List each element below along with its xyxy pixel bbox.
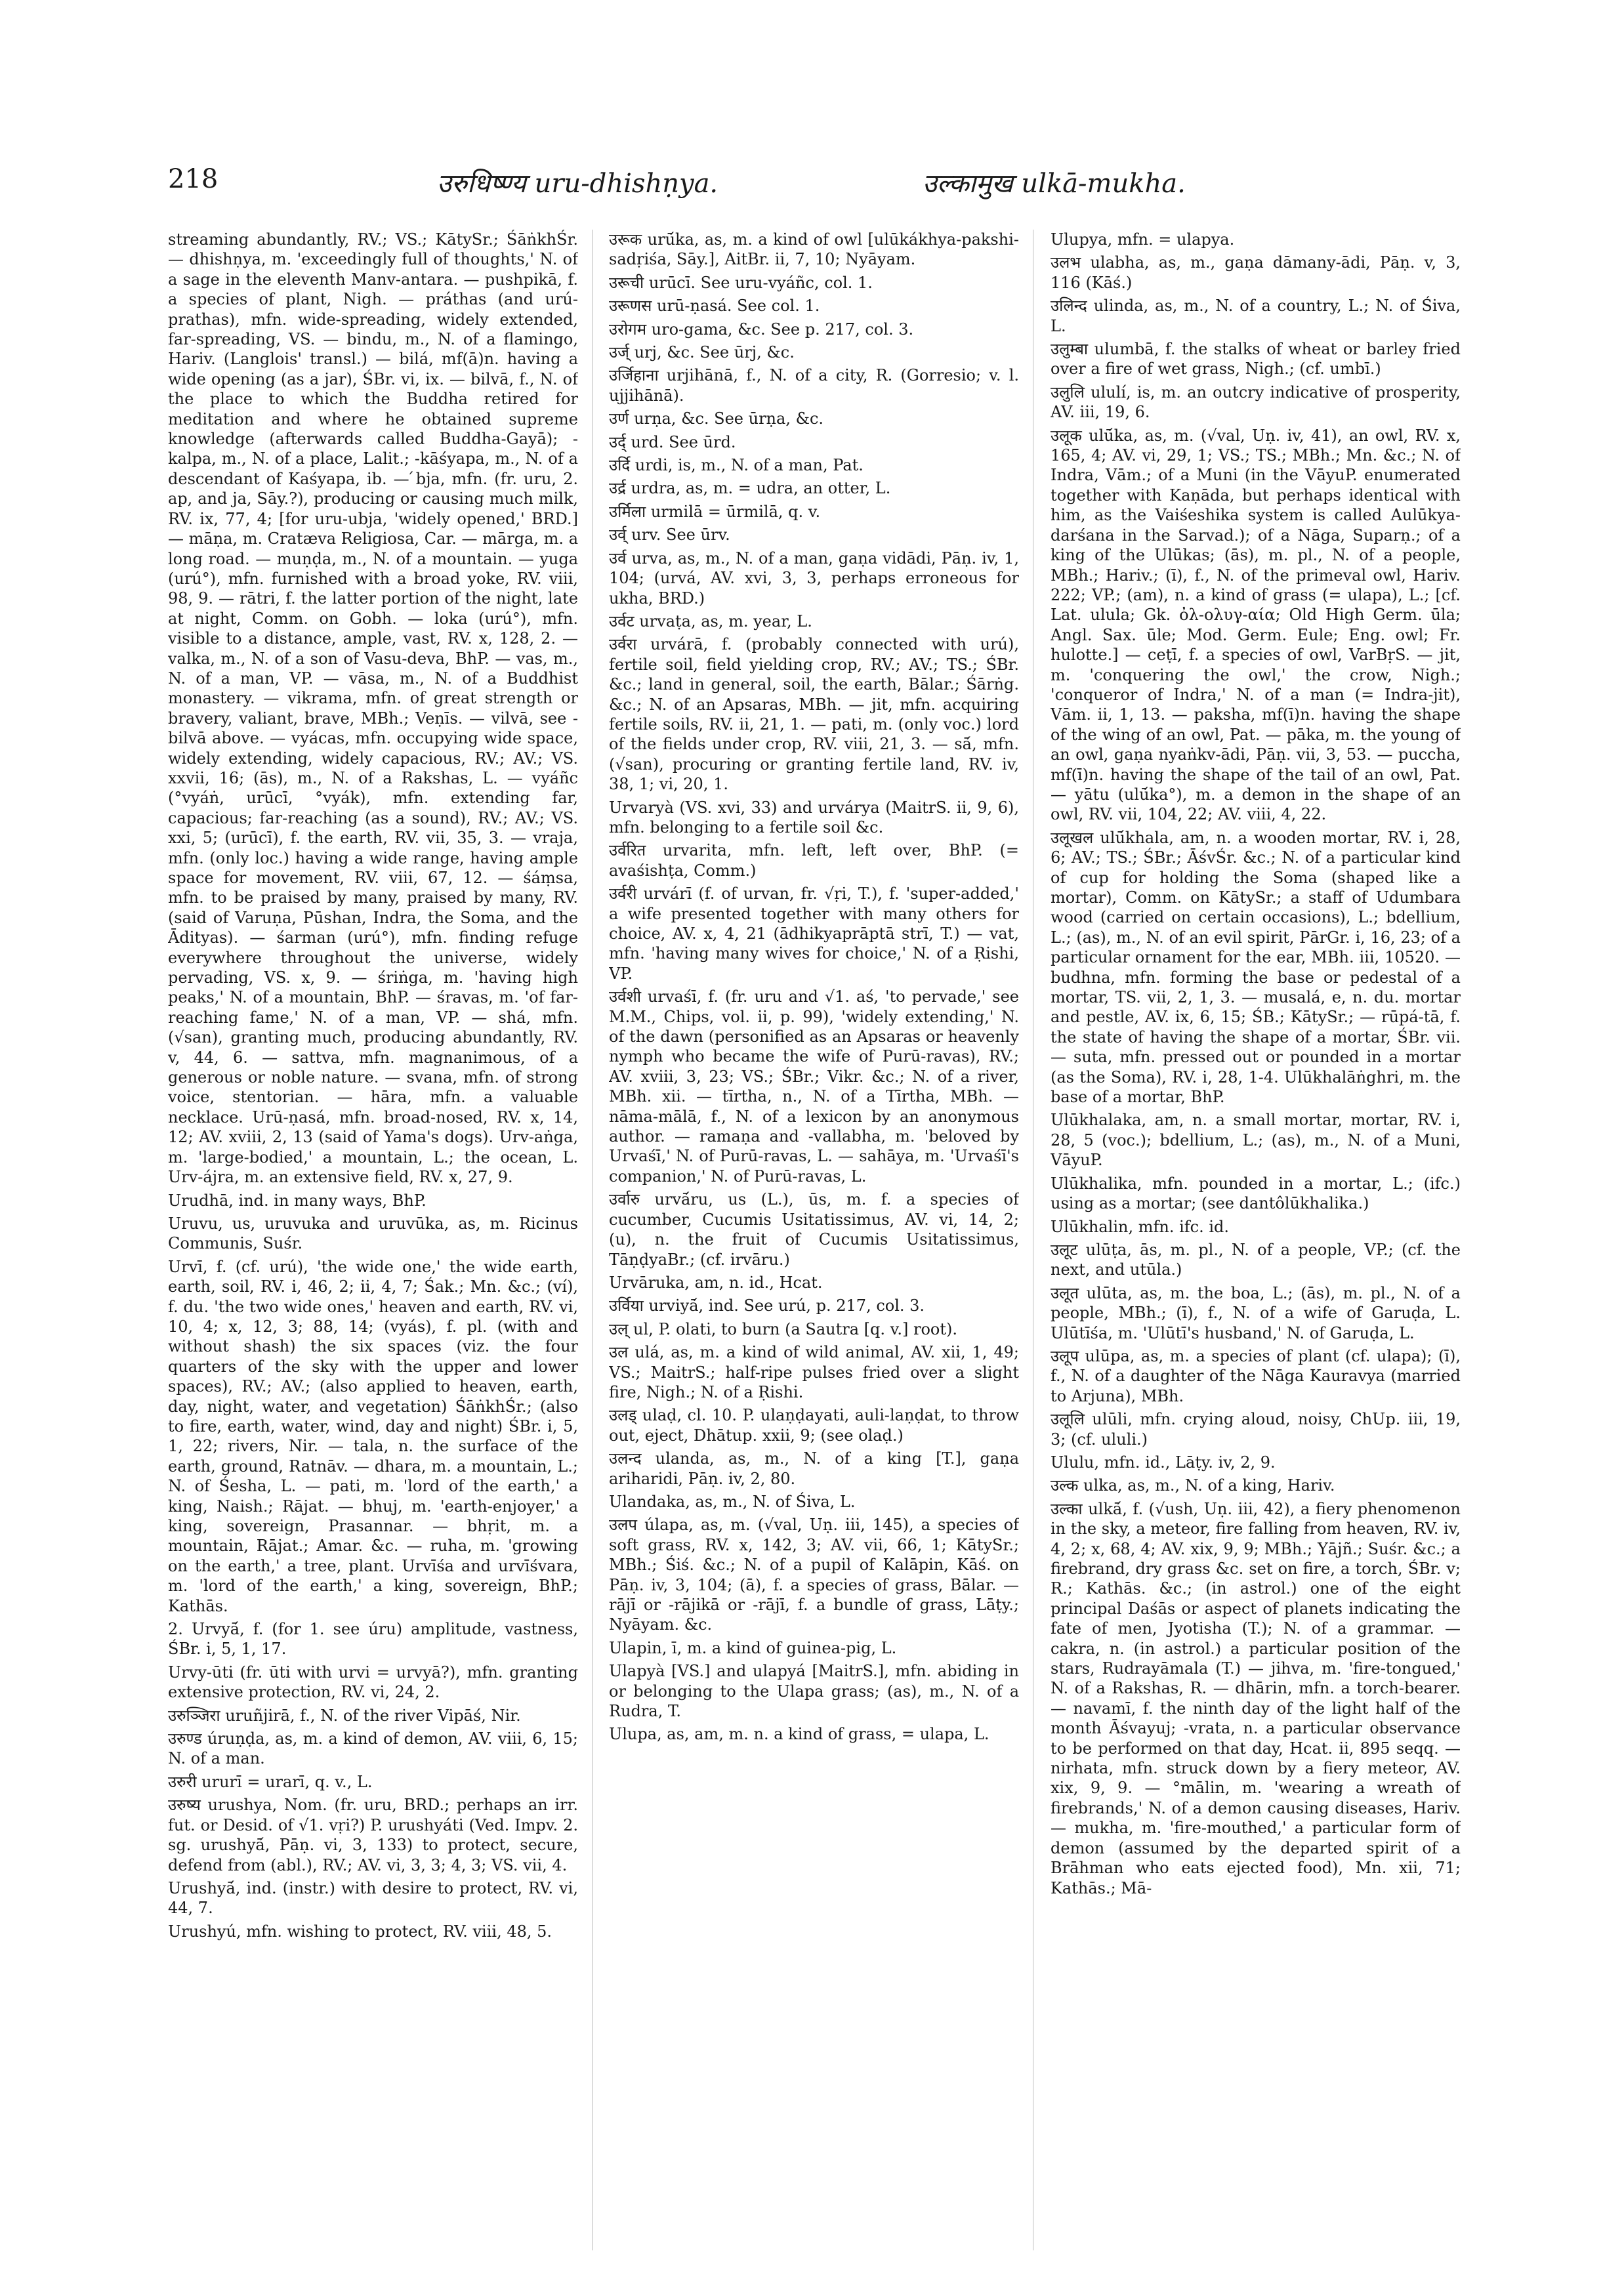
- dictionary-entry: उरूची urūcī. See uru-vyáñc, col. 1.: [609, 273, 873, 292]
- dictionary-entry: उर्वशी urvaśī, f. (fr. uru and √1. aś, 'to pervade,' see M.M., Chips, vol. ii, p. 99), 'widely extending,' N. of the dawn (personified as an Apsaras or heavenly nymph who became the wife of Purū-ravas), RV.; AV. xviii, 3, 23; VS.; ŚBr.; Vikr. &c.; N. of a river, MBh. xii. — tīrtha, n., N. of a Tīrtha, MBh. — nāma-mālā, f., N. of a lexicon by an anonymous author. — ramaṇa and -vallabha, m. 'beloved by Urvaśī,' N. of Purū-ravas, L. — sahāya, m. 'Urvaśī's companion,' N. of Purū-ravas, L.: [609, 987, 1019, 1186]
- dictionary-entry: उल्क ulka, as, m., N. of a king, Hariv.: [1051, 1476, 1335, 1495]
- dictionary-entry: उर्वट urvaṭa, as, m. year, L.: [609, 611, 812, 631]
- dictionary-entry: उर्वरी urvárī (f. of urvan, fr. √ṛi, T.), f. 'super-added,' a wife presented together with many others for choice, AV. x, 4, 21 (ādhikyaprāptā strī, T.) — vat, mfn. 'having many wives for choice,' N. of a Ṛishi, VP.: [609, 884, 1019, 983]
- dictionary-entry: उर्जिहाना urjihānā, f., N. of a city, R. (Gorresio; v. l. ujjihānā).: [609, 366, 1019, 405]
- dictionary-entry: Ululu, mfn. id., Lāṭy. iv, 2, 9.: [1051, 1453, 1276, 1472]
- dictionary-entry: Ulūkhalika, mfn. pounded in a mortar, L.; (ifc.) using as a mortar; (see dantôlūkhalika.): [1051, 1174, 1461, 1213]
- dictionary-entry: Ulūkhalin, mfn. ifc. id.: [1051, 1217, 1230, 1236]
- dictionary-entry: उलूत ulūta, as, m. the boa, L.; (ās), m. pl., N. of a people, MBh.; (ī), f., N. of a wife of Garuḍa, L. Ulūtīśa, m. 'Ulūtī's husband,' N. of Garuḍa, L.: [1051, 1283, 1461, 1342]
- dictionary-entry: उर्व urva, as, m., N. of a man, gaṇa vidādi, Pāṇ. iv, 1, 104; (urvá, AV. xvi, 3, 3, perhaps erroneous for ukha, BRD.): [609, 548, 1019, 608]
- dictionary-entry: उर्वारु urvā́ru, us (L.), ūs, m. f. a species of cucumber, Cucumis Usitatissimus, AV. vi, 14, 2; (u), n. the fruit of Cucumis Usitatissimus, TāṇḍyaBr.; (cf. irvāru.): [609, 1190, 1019, 1269]
- dictionary-entry: Urushyú, mfn. wishing to protect, RV. viii, 48, 5.: [168, 1922, 552, 1941]
- dictionary-entry: उरूक urū́ka, as, m. a kind of owl [ulūkákhya-pakshi-sadṛiśa, Sāy.], AitBr. ii, 7, 10; Nyāyam.: [609, 230, 1019, 269]
- dictionary-entry: उरुरी ururī = urarī, q. v., L.: [168, 1772, 373, 1791]
- dictionary-entry: Ulapin, ī, m. a kind of guinea-pig, L.: [609, 1638, 897, 1657]
- dictionary-entry: उल ulá, as, m. a kind of wild animal, AV. xii, 1, 49; VS.; MaitrS.; half-ripe pulses fried over a slight fire, Nigh.; N. of a Ṛishi.: [609, 1343, 1019, 1401]
- dictionary-entry: Urvī, f. (cf. urú), 'the wide one,' the wide earth, earth, soil, RV. i, 46, 2; ii, 4, 7; Śak.; Mn. &c.; (ví), f. du. 'the two wide ones,' heaven and earth, RV. vi, 10, 4; x, 12, 3; 88, 14; (vyás), f. pl. (with and without shash) the six spaces (viz. the four quarters of the sky with the upper and lower spaces), RV.; AV.; (also applied to heaven, earth, day, night, water, and vegetation) ŚāṅkhŚr.; (also to fire, earth, water, wind, day and night) ŚBr. i, 5, 1, 22; rivers, Nir. — tala, n. the surface of the earth, ground, Ratnāv. — dhara, m. a mountain, L.; N. of Śesha, L. — pati, m. 'lord of the earth,' a king, Naish.; Rājat. — bhuj, m. 'earth-enjoyer,' a king, sovereign, Prasannar. — bhṛit, m. a mountain, Rājat.; Amar. &c. — ruha, m. 'growing on the earth,' a tree, plant. Urvīśa and urvīśvara, m. 'lord of the earth,' a king, sovereign, BhP.; Kathās.: [168, 1257, 578, 1615]
- dictionary-entry: Ulūkhalaka, am, n. a small mortar, mortar, RV. i, 28, 5 (voc.); bdellium, L.; (as), m., N. of a Muni, VāyuP.: [1051, 1111, 1461, 1170]
- dictionary-entry: उरोगम uro-gama, &c. See p. 217, col. 3.: [609, 320, 914, 339]
- dictionary-entry: Ulandaka, as, m., N. of Śiva, L.: [609, 1492, 856, 1511]
- dictionary-entry: उरुण्ड úruṇḍa, as, m. a kind of demon, AV. viii, 6, 15; N. of a man.: [168, 1729, 578, 1768]
- dictionary-entry: उलड् ulaḍ, cl. 10. P. ulaṇḍayati, auli-laṇḍat, to throw out, eject, Dhātup. xxii, 9; (see olaḍ.): [609, 1406, 1019, 1445]
- dictionary-entry: Urvāruka, am, n. id., Hcat.: [609, 1273, 823, 1292]
- dictionary-entry: उरुष्य urushya, Nom. (fr. uru, BRD.; perhaps an irr. fut. or Desid. of √1. vṛi?) P. urushyáti (Ved. Impv. 2. sg. urushyā́, Pāṇ. vi, 3, 133) to protect, secure, defend from (abl.), RV.; AV. vi, 3, 3; 4, 3; VS. vii, 4.: [168, 1796, 578, 1874]
- dictionary-entry: उर्मिला urmilā = ūrmilā, q. v.: [609, 502, 821, 521]
- dictionary-entry: उर्वरा urvárā, f. (probably connected with urú), fertile soil, field yielding crop, RV.; AV.; TS.; ŚBr. &c.; land in general, soil, the earth, Bālar.; Śārṅg. &c.; N. of an Apsaras, MBh. — jit, mfn. acquiring fertile soils, RV. ii, 21, 1. — pati, m. (only voc.) lord of the fields under crop, RV. viii, 21, 3. — sā́, mfn. (√san), procuring or granting fertile land, RV. iv, 38, 1; vi, 20, 1.: [609, 635, 1019, 794]
- dictionary-entry: उलिन्द ulinda, as, m., N. of a country, L.; N. of Śiva, L.: [1051, 297, 1461, 335]
- dictionary-entry: Uruvu, us, uruvuka and uruvūka, as, m. Ricinus Communis, Suśr.: [168, 1214, 578, 1253]
- dictionary-entry: उर्दि urdi, is, m., N. of a man, Pat.: [609, 456, 864, 475]
- dictionary-entry: streaming abundantly, RV.; VS.; KātySr.; ŚāṅkhŚr. — dhishṇya, m. 'exceedingly full of thoughts,' N. of a sage in the eleventh Manv-antara. — pushpikā, f. a species of plant, Nigh. — práthas (and urú-prathas), mfn. wide-spreading, widely extended, far-spreading, VS. — bindu, m., N. of a flamingo, Hariv. (Langlois' transl.) — bilá, mf(ā)n. having a wide opening (as a jar), ŚBr. vi, ix. — bilvā, f., N. of the place to which the Buddha retired for meditation and where he obtained supreme knowledge (afterwards called Buddha-Gayā); -kalpa, m., N. of a place, Lalit.; -kāśyapa, m., N. of a descendant of Kaśyapa, ib. — ́bja, mfn. (fr. uru, 2. ap, and ja, Sāy.?), producing or causing much milk, RV. ix, 77, 4; [for uru-ubja, 'widely opened,' BRD.] — māṇa, m. Cratæva Religiosa, Car. — mārga, m. a long road. — muṇḍa, m., N. of a mountain. — yuga (urú°), mfn. furnished with a broad yoke, RV. viii, 98, 9. — rātri, f. the latter portion of the night, late at night, Comm. on Gobh. — loka (urú°), mfn. visible to a distance, ample, vast, RV. x, 128, 2. — valka, m., N. of a son of Vasu-deva, BhP. — vas, m., N. of a man, VP. — vāsa, m., N. of a Buddhist monastery. — vikrama, mfn. of great strength or bravery, valiant, brave, MBh.; Veṇīs. — vilvā, see -bilvā above. — vyácas, mfn. occupying wide space, widely extending, widely capacious, RV.; AV.; VS. xxvii, 16; (ās), m., N. of a Rakshas, L. — vyáñc (°vyáṅ, urūcī, °vyák), mfn. extending far, capacious; far-reaching (as a sound), RV.; AV.; VS. xxi, 5; (urūcī), f. the earth, RV. vii, 35, 3. — vraja, mfn. (only loc.) having a wide range, having ample space for movement, RV. viii, 67, 12. — śáṃsa, mfn. to be praised by many, praised by many, RV. (said of Varuṇa, Pūshan, Indra, the Soma, and the Ādityas). — śarman (urú°), mfn. finding refuge everywhere throughout the universe, widely pervading, VS. x, 9. — śriṅga, m. 'having high peaks,' N. of a mountain, BhP. — śravas, m. 'of far-reaching fame,' N. of a man, VP. — shá, mfn. (√san), granting much, producing abundantly, RV. v, 44, 6. — sattva, mfn. magnanimous, of a generous or noble nature. — svana, mfn. of strong voice, stentorian. — hāra, mfn. a valuable necklace. Urū-ṇasá, mfn. broad-nosed, RV. x, 14, 12; AV. xviii, 2, 13 (said of Yama's dogs). Urv-aṅga, m. 'large-bodied,' a mountain, L.; the ocean, L. Urv-ájra, m. an extensive field, RV. x, 27, 9.: [168, 230, 578, 1187]
- dictionary-entry: उर्द्र urdra, as, m. = udra, an otter, L.: [609, 479, 891, 498]
- dictionary-entry: Urvy-ūti (fr. ūti with urvi = urvyā?), mfn. granting extensive protection, RV. vi, 24, 2.: [168, 1663, 578, 1702]
- dictionary-entry: उलूप ulūpa, as, m. a species of plant (cf. ulapa); (ī), f., N. of a daughter of the Nāga Kauravya (married to Arjuna), MBh.: [1051, 1346, 1461, 1405]
- dictionary-entry: उर्व् urv. See ūrv.: [609, 526, 730, 545]
- dictionary-entry: उर्ण urṇa, &c. See ūrṇa, &c.: [609, 409, 824, 428]
- dictionary-entry: उल्का ulkā́, f. (√ush, Uṇ. iii, 42), a fiery phenomenon in the sky, a meteor, fire falling from heaven, RV. iv, 4, 2; x, 68, 4; AV. xix, 9, 9; MBh.; Yājñ.; Suśr. &c.; a firebrand, dry grass &c. set on fire, a torch, ŚBr. v; R.; Kathās. &c.; (in astrol.) one of the eight principal Daśās or aspect of planets indicating the fate of men, Jyotisha (T.); N. of a grammar. — cakra, n. (in astrol.) a particular position of the stars, Rudrayāmala (T.) — jihva, m. 'fire-tongued,' N. of a Rakshas, R. — dhārin, mfn. a torch-bearer. — navamī, f. the ninth day of the light half of the month Āśvayuj; -vrata, n. a particular observance to be performed on that day, Hcat. ii, 895 seqq. — nirhata, mfn. struck down by a fiery meteor, AV. xix, 9, 9. — °mālin, m. 'wearing a wreath of firebrands,' N. of a demon causing diseases, Hariv. — mukha, m. 'fire-mouthed,' a particular form of demon (assumed by the departed spirit of a Brāhman who eats ejected food), Mn. xii, 71; Kathās.; Mā-: [1051, 1499, 1461, 1897]
- header-last-headword: उल्कामुख ulkā-mukha.: [923, 169, 1186, 199]
- dictionary-entry: उर्ज् urj, &c. See ūrj, &c.: [609, 343, 795, 362]
- dictionary-entry: उलभ ulabha, as, m., gaṇa dāmany-ādi, Pāṇ. v, 3, 116 (Kāś.): [1051, 253, 1461, 292]
- dictionary-entry: उलुलि ululí, is, m. an outcry indicative of prosperity, AV. iii, 19, 6.: [1051, 382, 1461, 422]
- dictionary-entry: उलुम्बा ulumbā, f. the stalks of wheat or barley fried over a fire of wet grass, Nigh.; (cf. umbī.): [1051, 340, 1461, 379]
- dictionary-entry: उरुञ्जिरा uruñjirā, f., N. of the river Vipāś, Nir.: [168, 1706, 521, 1725]
- dictionary-entry: उलन्द ulanda, as, m., N. of a king [T.], gaṇa ariharidi, Pāṇ. iv, 2, 80.: [609, 1449, 1019, 1488]
- column-3: [1051, 230, 1461, 2250]
- page-number: 218: [168, 164, 219, 194]
- dictionary-entry: उलप úlapa, as, m. (√val, Uṇ. iii, 145), a species of soft grass, RV. x, 142, 3; AV. vii, 66, 1; KātySr.; MBh.; Śiś. &c.; N. of a pupil of Kalāpin, Kāś. on Pāṇ. iv, 3, 104; (ā), f. a species of grass, Bālar. — rājī or -rājikā or -rājī, f. a bundle of grass, Lāṭy.; Nyāyam. &c.: [609, 1516, 1019, 1634]
- page-header: [168, 164, 1461, 206]
- column-1: [168, 230, 578, 2250]
- dictionary-entry: उलूक ulū́ka, as, m. (√val, Uṇ. iv, 41), an owl, RV. x, 165, 4; AV. vi, 29, 1; VS.; TS.; MBh.; Mn. &c.; N. of Indra, Vām.; of a Muni (in the VāyuP. enumerated together with Kaṇāda, but perhaps identical with him, as the Vaiśeshika system is called Aulūkya-darśana in the Sarvad.); of a Nāga, Suparṇ.; of a king of the Ulūkas; (ās), m. pl., N. of a people, MBh.; Hariv.; (ī), f., N. of the primeval owl, Hariv. 222; VP.; (am), n. a kind of grass (= ulapa), L.; [cf. Lat. ulula; Gk. ὀλ-ολυγ-αία; Old High Germ. ūla; Angl. Sax. ūle; Mod. Germ. Eule; Eng. owl; Fr. hulotte.] — ceṭī, f. a species of owl, VarBṛS. — jit, m. 'conquering the owl,' the crow, Nigh.; 'conqueror of Indra,' N. of a man (= Indra-jit), Vām. ii, 1, 13. — paksha, mf(ī)n. having the shape of the wing of an owl, Pat. — pāka, m. the young of an owl, gaṇa nyaṅkv-ādi, Pāṇ. vii, 3, 53. — puccha, mf(ī)n. having the shape of the tail of an owl, Pat. — yātu (ulū́ka°), m. a demon in the shape of an owl, RV. vii, 104, 22; AV. viii, 4, 22.: [1051, 426, 1461, 824]
- dictionary-entry: उलूलि ulūli, mfn. crying aloud, noisy, ChUp. iii, 19, 3; (cf. ululi.): [1051, 1410, 1461, 1449]
- dictionary-entry: Urvaryà (VS. xvi, 33) and urvárya (MaitrS. ii, 9, 6), mfn. belonging to a fertile soil &c.: [609, 798, 1019, 837]
- dictionary-entry: 2. Urvyā́, f. (for 1. see úru) amplitude, vastness, ŚBr. i, 5, 1, 17.: [168, 1620, 578, 1659]
- dictionary-entry: Urushyā́, ind. (instr.) with desire to protect, RV. vi, 44, 7.: [168, 1878, 578, 1918]
- dictionary-entry: Ulapyà [VS.] and ulapyá [MaitrS.], mfn. abiding in or belonging to the Ulapa grass; (as), m., N. of a Rudra, T.: [609, 1662, 1019, 1721]
- dictionary-entry: उर्द् urd. See ūrd.: [609, 432, 736, 451]
- header-first-headword: उरुधिष्ण्य uru-dhishṇya.: [437, 169, 718, 199]
- column-2: [609, 230, 1019, 2250]
- dictionary-entry: उल् ul, P. olati, to burn (a Sautra [q. v.] root).: [609, 1319, 957, 1338]
- dictionary-entry: उलूट ulūṭa, ās, m. pl., N. of a people, VP.; (cf. the next, and utūla.): [1051, 1240, 1461, 1279]
- dictionary-entry: उर्विया urviyā́, ind. See urú, p. 217, col. 3.: [609, 1296, 925, 1315]
- dictionary-columns: [168, 230, 1461, 2250]
- dictionary-entry: Ulupa, as, am, m. n. a kind of grass, = ulapa, L.: [609, 1725, 989, 1744]
- dictionary-entry: उर्वरित urvarita, mfn. left, left over, BhP. (= avaśishṭa, Comm.): [609, 841, 1019, 880]
- dictionary-entry: उरूणस urū-ṇasá. See col. 1.: [609, 297, 820, 316]
- dictionary-entry: Urudhā, ind. in many ways, BhP.: [168, 1191, 427, 1210]
- dictionary-entry: Ulupya, mfn. = ulapya.: [1051, 230, 1235, 249]
- dictionary-entry: उलूखल ulū́khala, am, n. a wooden mortar, RV. i, 28, 6; AV.; TS.; ŚBr.; ĀśvŚr. &c.; N. of a particular kind of cup for holding the Soma (shaped like a mortar), Comm. on KātySr.; a staff of Udumbara wood (carried on certain occasions), L.; bdellium, L.; (as), m., N. of an evil spirit, PārGr. i, 16, 23; of a particular ornament for the ear, MBh. iii, 10520. — budhna, mfn. forming the base or pedestal of a mortar, TS. vii, 2, 1, 3. — musalá, e, n. du. mortar and pestle, AV. ix, 6, 15; ŚB.; KātySr.; — rūpá-tā, f. the state of having the shape of a mortar, ŚBr. vii. — suta, mfn. pressed out or pounded in a mortar (as the Soma), RV. i, 28, 1-4. Ulūkhalāṅghri, m. the base of a mortar, BhP.: [1051, 828, 1461, 1107]
